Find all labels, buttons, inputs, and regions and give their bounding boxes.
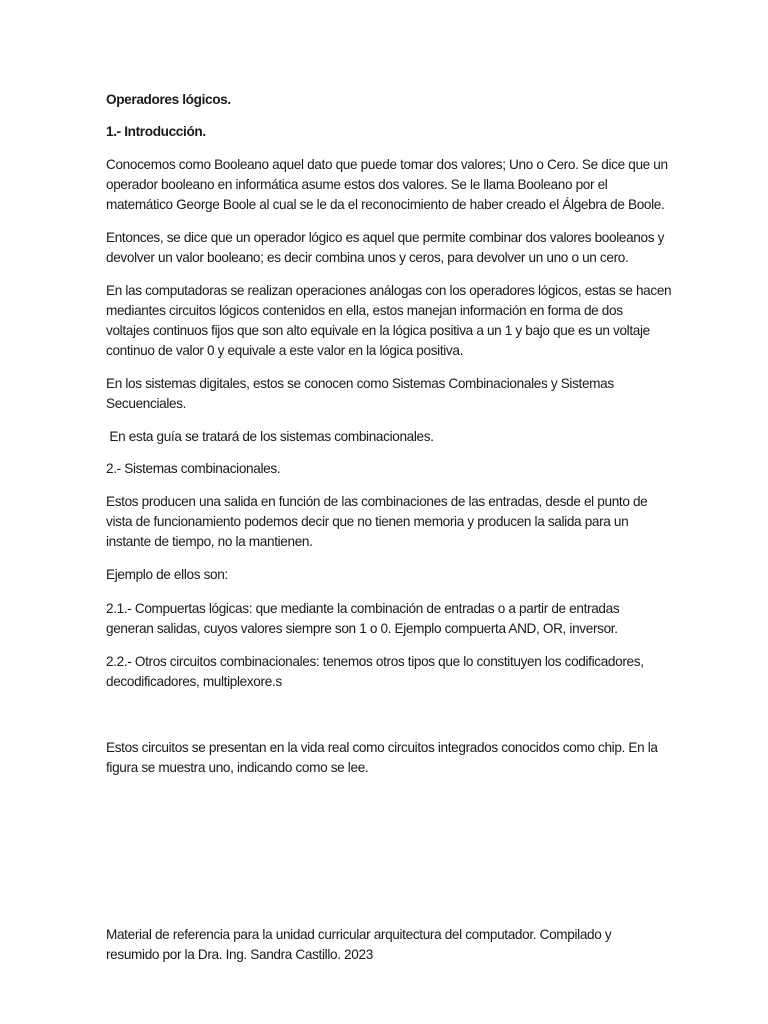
paragraph-otros-circuitos <box>106 652 666 692</box>
paragraph-circuitos-integrados <box>106 738 666 778</box>
paragraph-producen-salida <box>106 492 666 552</box>
paragraph-line: Estos producen una salida en función de las combinaciones de las entradas, desde el punto de <box>106 494 648 509</box>
paragraph-line: En los sistemas digitales, estos se conocen como Sistemas Combinacionales y Sistemas <box>106 376 614 391</box>
paragraph-line: figura se muestra uno, indicando como se lee. <box>106 760 369 775</box>
paragraph-line: Conocemos como Booleano aquel dato que puede tomar dos valores; Uno o Cero. Se dice que un <box>106 157 668 172</box>
page-footer <box>106 925 666 965</box>
section-heading-sistemas-combinacionales: 2.- Sistemas combinacionales. <box>106 461 281 476</box>
paragraph-operador-logico <box>106 228 666 268</box>
paragraph-line: En las computadoras se realizan operaciones análogas con los operadores lógicos, estas se hacen <box>106 283 672 298</box>
paragraph-computadoras <box>106 281 672 361</box>
paragraph-sistemas-digitales <box>106 374 666 414</box>
paragraph-line: Secuenciales. <box>106 396 187 411</box>
paragraph-line: instante de tiempo, no la mantienen. <box>106 534 313 549</box>
paragraph-esta-guia: En esta guía se tratará de los sistemas combinacionales. <box>106 429 434 444</box>
paragraph-line: 2.1.- Compuertas lógicas: que mediante la combinación de entradas o a partir de entradas <box>106 601 620 616</box>
footer-line: Material de referencia para la unidad curricular arquitectura del computador. Compilado y <box>106 927 612 942</box>
paragraph-booleano <box>106 155 666 215</box>
footer-line: resumido por la Dra. Ing. Sandra Castillo. 2023 <box>106 947 373 962</box>
paragraph-line: devolver un valor booleano; es decir combina unos y ceros, para devolver un uno o un cero. <box>106 250 629 265</box>
paragraph-line: generan salidas, cuyos valores siempre son 1 o 0. Ejemplo compuerta AND, OR, inversor. <box>106 621 618 636</box>
section-heading-introduccion: 1.- Introducción. <box>106 124 206 139</box>
paragraph-line: decodificadores, multiplexore.s <box>106 674 282 689</box>
document-title: Operadores lógicos. <box>106 92 231 107</box>
paragraph-line: Entonces, se dice que un operador lógico es aquel que permite combinar dos valores booleanos y <box>106 230 665 245</box>
paragraph-line: Estos circuitos se presentan en la vida real como circuitos integrados conocidos como chip. En la <box>106 740 658 755</box>
paragraph-compuertas-logicas <box>106 599 666 639</box>
paragraph-ejemplo: Ejemplo de ellos son: <box>106 567 228 582</box>
paragraph-line: 2.2.- Otros circuitos combinacionales: tenemos otros tipos que lo constituyen los codificadores, <box>106 654 644 669</box>
paragraph-line: mediantes circuitos lógicos contenidos en ella, estos manejan información en forma de dos <box>106 303 623 318</box>
paragraph-line: continuo de valor 0 y equivale a este valor en la lógica positiva. <box>106 343 464 358</box>
paragraph-line: matemático George Boole al cual se le da el reconocimiento de haber creado el Álgebra de Boole. <box>106 197 665 212</box>
paragraph-line: voltajes continuos fijos que son alto equivale en la lógica positiva a un 1 y bajo que es un voltaje <box>106 323 650 338</box>
paragraph-line: operador booleano en informática asume estos dos valores. Se le llama Booleano por el <box>106 177 608 192</box>
paragraph-line: vista de funcionamiento podemos decir que no tienen memoria y producen la salida para un <box>106 514 629 529</box>
